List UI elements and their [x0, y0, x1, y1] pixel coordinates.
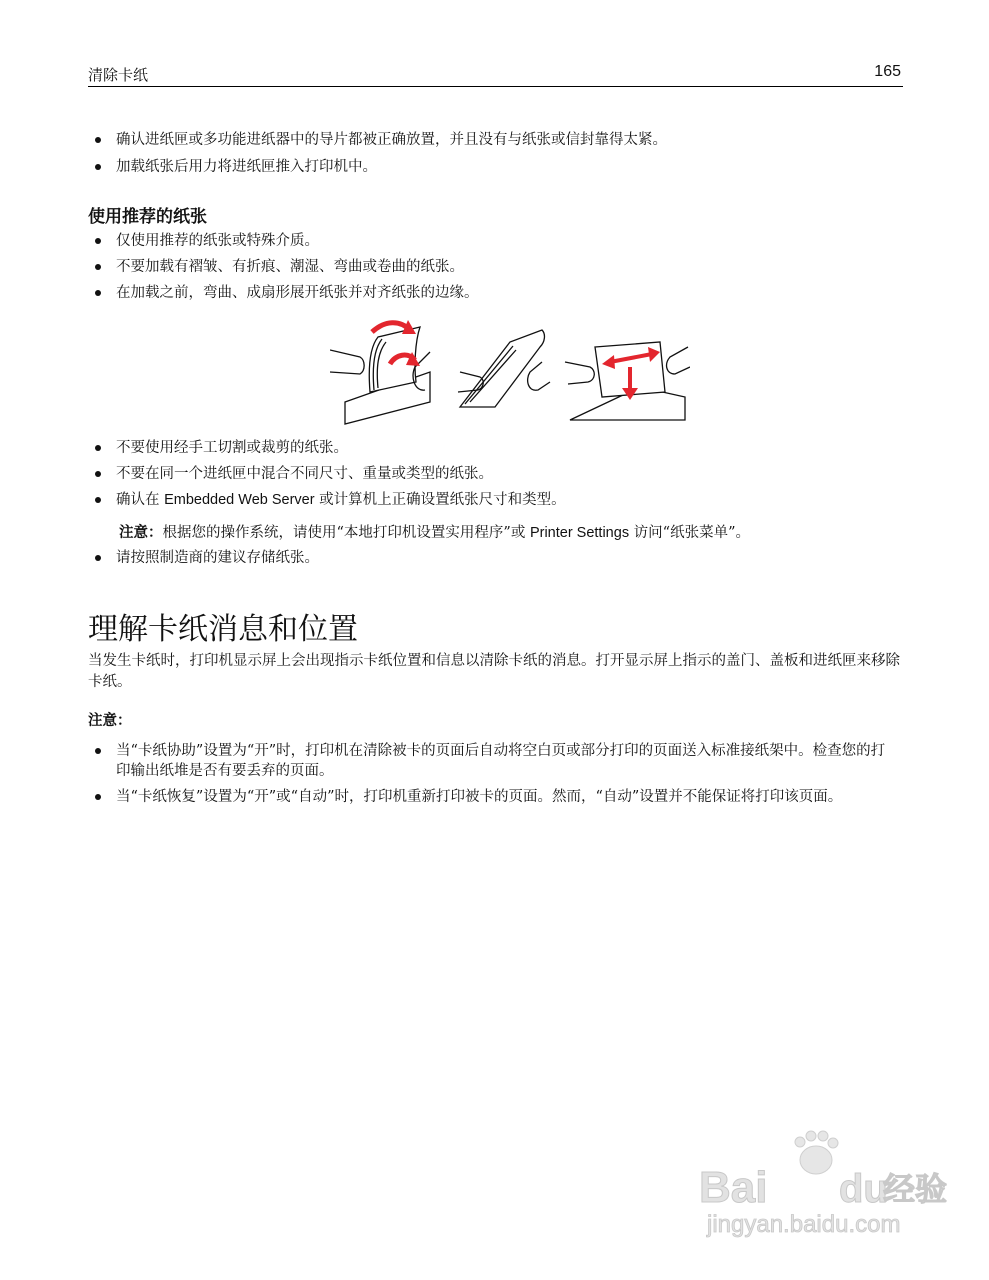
list-item: 不要使用经手工切割或裁剪的纸张。: [94, 438, 904, 458]
section-heading: 使用推荐的纸张: [88, 207, 207, 227]
list-item: 不要加载有褶皱、有折痕、潮湿、弯曲或卷曲的纸张。: [94, 257, 904, 277]
baidu-jingyan-watermark: [699, 1130, 959, 1240]
jam-notes-list: [94, 741, 894, 807]
list-item: 仅使用推荐的纸张或特殊介质。: [94, 231, 904, 251]
paper-handling-list: [94, 438, 904, 510]
list-item: 在加载之前，弯曲、成扇形展开纸张并对齐纸张的边缘。: [94, 283, 904, 303]
flex-stack-panel: [330, 327, 430, 424]
list-item: 请按照制造商的建议存储纸张。: [94, 548, 904, 568]
chapter-title: 清除卡纸: [88, 66, 149, 84]
bullet-icon: [95, 264, 101, 270]
list-item: 当“卡纸协助”设置为“开”时，打印机在清除被卡的页面后自动将空白页或部分打印的页面送入标准接纸架中。检查您的打印输出纸堆是否有要丢弃的页面。: [94, 741, 894, 781]
list-item: 确认在 Embedded Web Server 或计算机上正确设置纸张尺寸和类型。: [94, 490, 904, 510]
list-item: 不要在同一个进纸匣中混合不同尺寸、重量或类型的纸张。: [94, 464, 904, 484]
paper-flex-illustration: [330, 312, 690, 432]
body-paragraph: 当发生卡纸时，打印机显示屏上会出现指示卡纸位置和信息以清除卡纸的消息。打开显示屏上指示的盖门、盖板和进纸匣来移除卡纸。: [88, 653, 900, 690]
list-item: 加载纸张后用力将进纸匣推入打印机中。: [94, 157, 904, 177]
paw-icon: [800, 1146, 832, 1174]
bullet-icon: [95, 238, 101, 244]
bullet-icon: [95, 748, 101, 754]
recommended-paper-list: [94, 231, 904, 303]
storage-list: [94, 548, 904, 568]
page-number: 165: [874, 63, 901, 80]
align-stack-panel: [565, 342, 690, 420]
bullet-icon: [95, 164, 101, 170]
bullet-icon: [95, 471, 101, 477]
bullet-icon: [95, 794, 101, 800]
watermark-brand-2: du: [839, 1167, 888, 1211]
product-name: Embedded Web Server: [164, 492, 315, 508]
bullet-icon: [95, 497, 101, 503]
paper-tips-list: [94, 130, 904, 177]
notes-label: 注意：: [88, 712, 132, 729]
note-label: 注意：: [119, 524, 163, 541]
watermark-suffix: 经验: [883, 1170, 948, 1208]
bullet-icon: [95, 290, 101, 296]
watermark-brand: Bai: [699, 1163, 768, 1212]
page-header: [88, 64, 903, 87]
fan-stack-panel: [458, 330, 550, 407]
section-title: 理解卡纸消息和位置: [88, 612, 358, 647]
bullet-icon: [95, 555, 101, 561]
product-name: Printer Settings: [529, 525, 630, 541]
bullet-icon: [95, 137, 101, 143]
list-item: 当“卡纸恢复”设置为“开”或“自动”时，打印机重新打印被卡的页面。然而，“自动”设置并不能保证将打印该页面。: [94, 787, 894, 807]
bullet-icon: [95, 445, 101, 451]
os-settings-note: 注意：根据您的操作系统，请使用“本地打印机设置实用程序”或 Printer Settings 访问“纸张菜单”。: [119, 524, 751, 541]
list-item: 确认进纸匣或多功能进纸器中的导片都被正确放置，并且没有与纸张或信封靠得太紧。: [94, 130, 904, 150]
watermark-url: jingyan.baidu.com: [707, 1211, 901, 1238]
